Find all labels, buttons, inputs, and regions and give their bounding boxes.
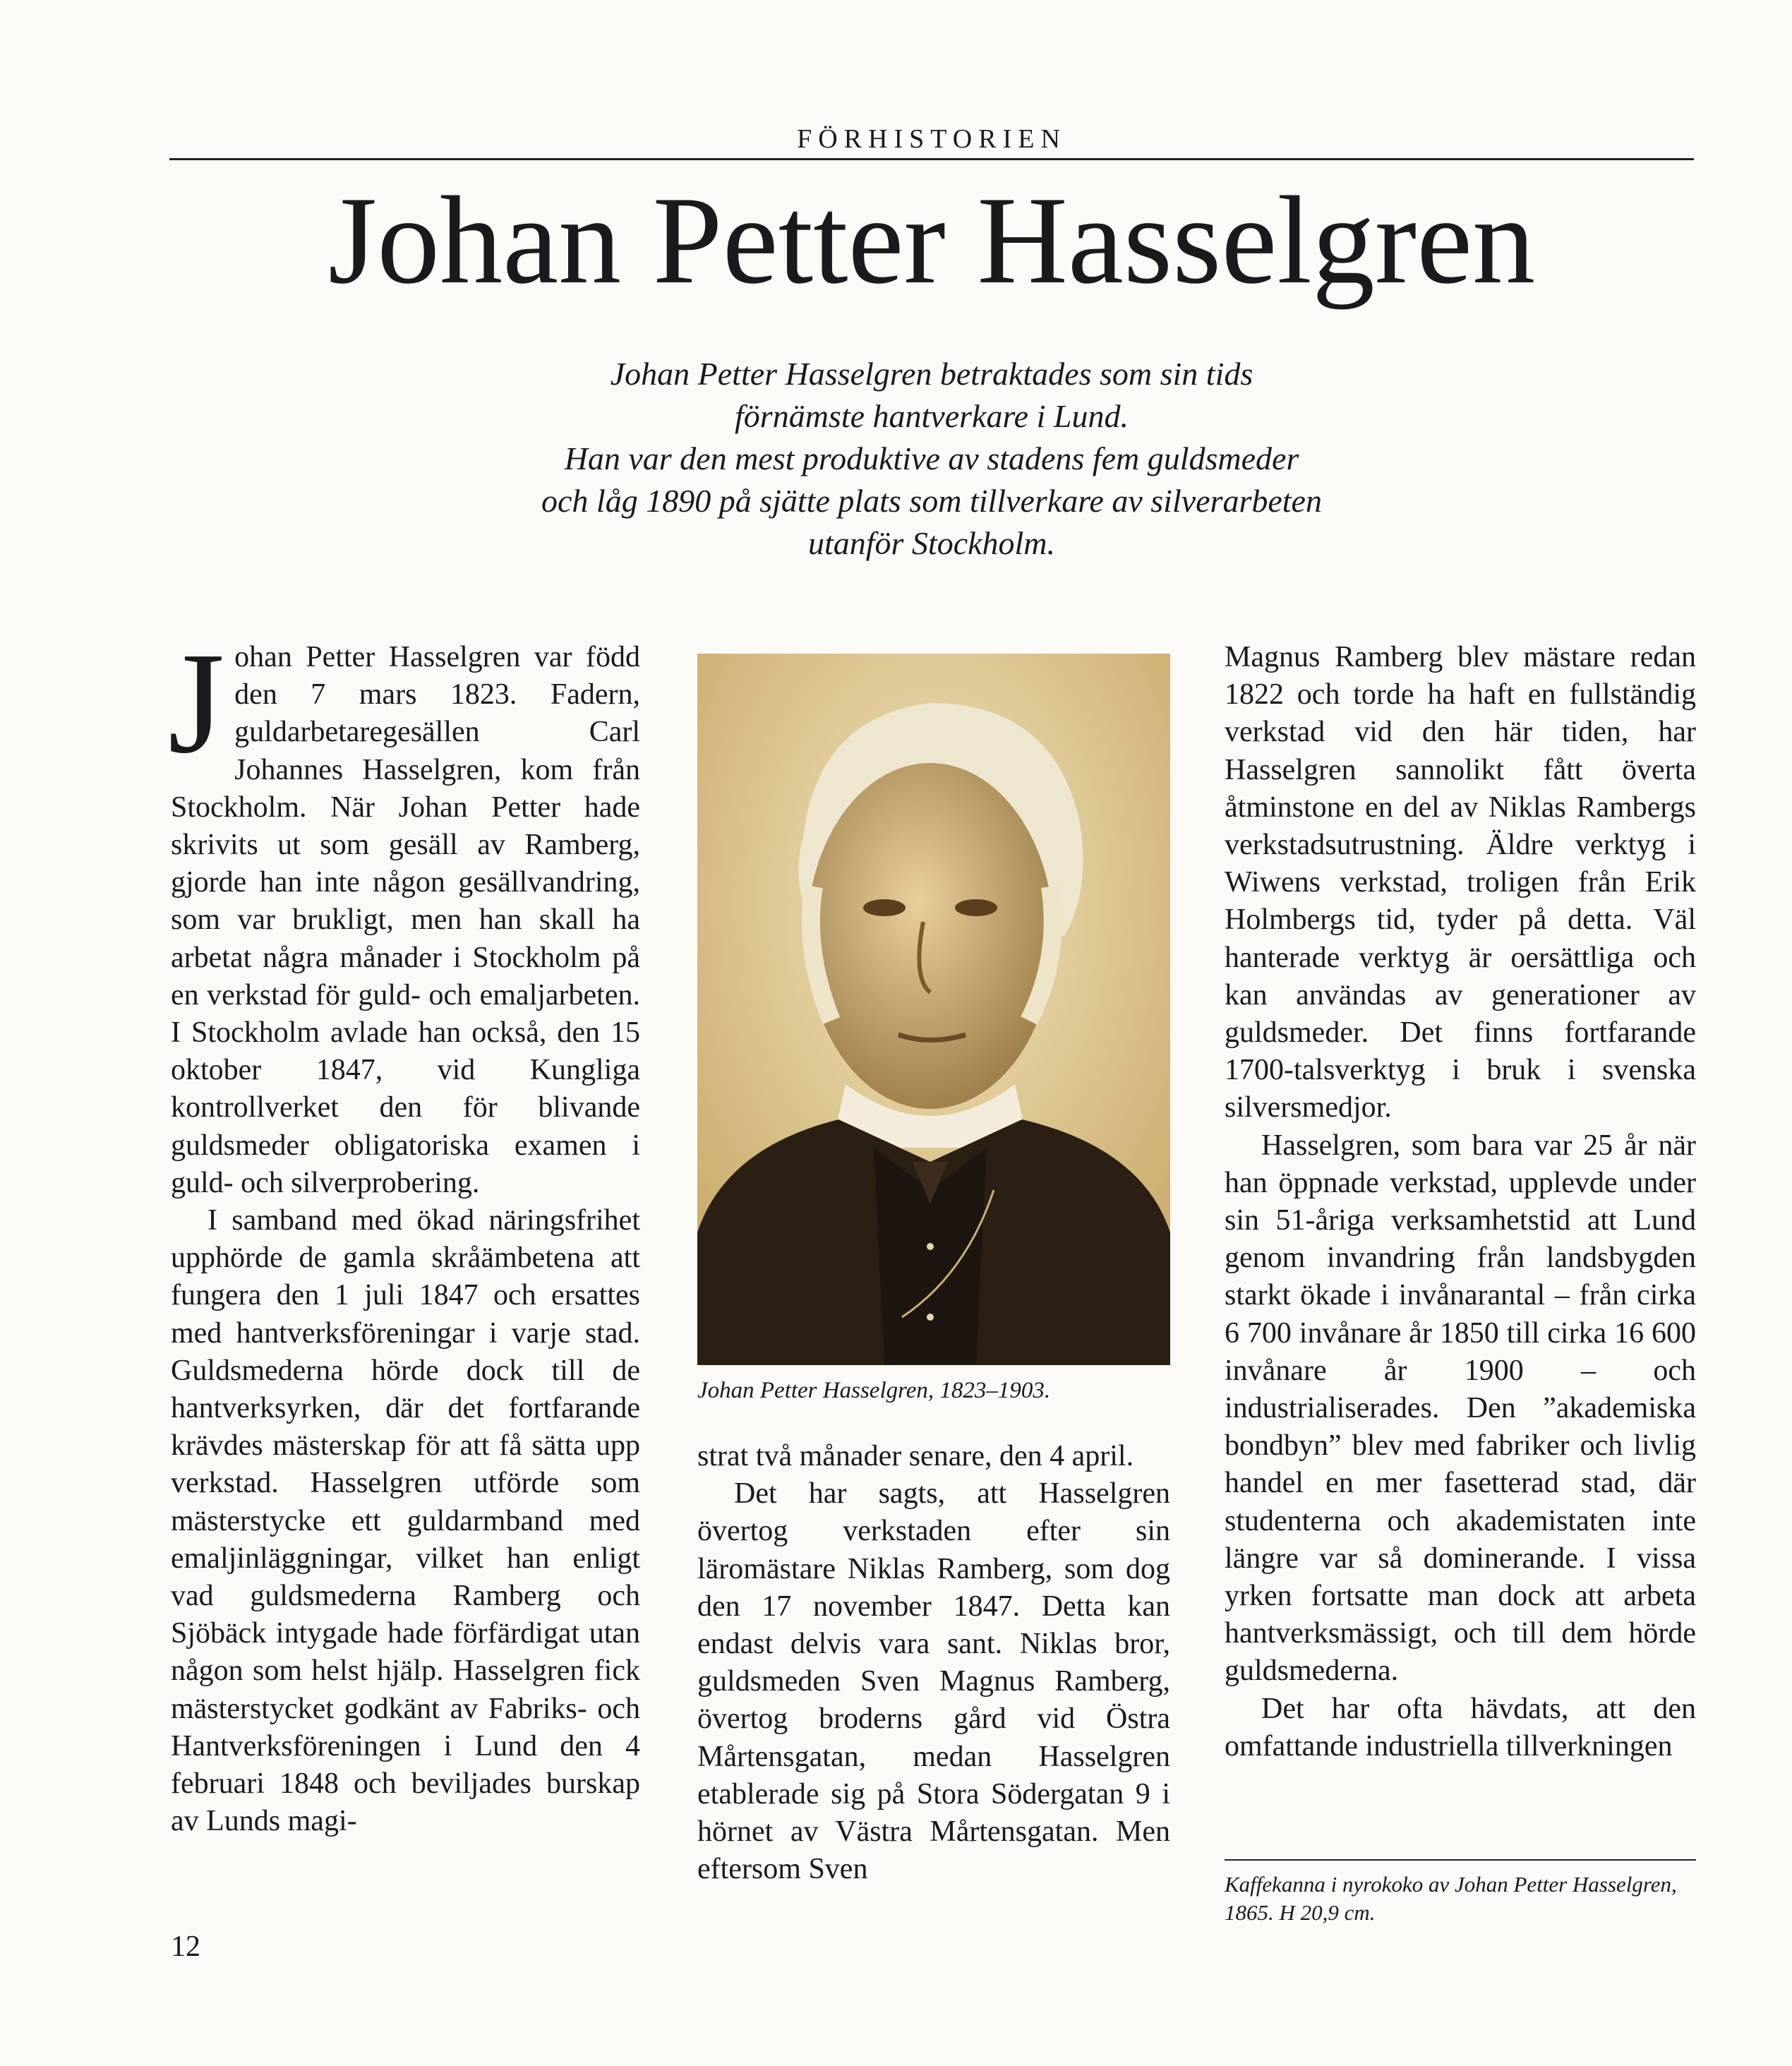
page-title: Johan Petter Hasselgren xyxy=(327,170,1536,310)
lead-line: och låg 1890 på sjätte plats som tillverkare av silverarbeten xyxy=(541,483,1322,519)
paragraph: Magnus Ramberg blev mästare redan 1822 och torde ha haft en fullständig verkstad vid den här tiden, har Hasselgren sannolikt fått överta åtminstone en del av Niklas Rambergs verkstadsutrustning. Äldre verktyg i Wiwens verkstad, troligen från Erik Holmbergs tid, tyder på detta. Väl hanterade verktyg är oersättliga och kan användas av generationer av guldsmeder. Det finns fortfarande 1700-talsverktyg i bruk i svenska silversmedjor. xyxy=(1225,641,1696,1124)
portrait-photo xyxy=(697,654,1170,1365)
portrait-illustration xyxy=(697,654,1170,1365)
caption-rule xyxy=(1225,1859,1696,1861)
photo-caption: Johan Petter Hasselgren, 1823–1903. xyxy=(697,1378,1051,1403)
paragraph: Hasselgren, som bara var 25 år när han öppnade verkstad, upplevde under sin 51-åriga verksamhetstid att Lund genom invandring från landsbygden starkt ökade i invånarantal – från cirka 6 700 invånare år 1850 till cirka 16 600 invånare år 1900 – och industrialiserades. Den ”akademiska bondbyn” blev med fabriker och livlig handel en mer fasetterad stad, där studenterna och akademistaten inte längre var så dominerande. I vissa yrken fortsatte man dock att arbeta hantverksmässigt, och till dem hörde guldsmederna. xyxy=(1225,1129,1696,1688)
paragraph xyxy=(168,622,640,1202)
side-caption: Kaffekanna i nyrokoko av Johan Petter Hasselgren, 1865. H 20,9 cm. xyxy=(1225,1872,1677,1925)
header-rule xyxy=(169,158,1694,160)
text-column-2 xyxy=(697,1438,1170,1888)
paragraph: strat två månader senare, den 4 april. xyxy=(697,1440,1134,1472)
page-number: 12 xyxy=(171,1930,200,1963)
text-column-1 xyxy=(168,622,640,1841)
drop-cap: J xyxy=(168,622,225,783)
lead-line: Han var den mest produktive av stadens fem guldsmeder xyxy=(564,440,1299,476)
lead-line: Johan Petter Hasselgren betraktades som sin tids xyxy=(610,356,1253,392)
lead-line: förnämste hantverkare i Lund. xyxy=(735,398,1129,434)
paragraph: Det har ofta hävdats, att den omfattande industriella tillverkningen xyxy=(1225,1692,1696,1762)
lead-line: utanför Stockholm. xyxy=(807,525,1056,561)
paragraph-text: ohan Petter Hasselgren var född den 7 mars 1823. Fadern, guldarbetaregesällen Carl Johannes Hasselgren, kom från Stockholm. När Johan Petter hade skrivits ut som gesäll av Ramberg, gjorde han inte någon gesällvandring, som var brukligt, men han skall ha arbetat några månader i Stockholm på en verkstad för guld- och emaljarbeten. I Stockholm avlade han också, den 15 oktober 1847, vid Kungliga kontrollverket den för blivande guldsmeder obligatoriska examen i guld- och silverprobering. xyxy=(171,641,640,1199)
lead-paragraph xyxy=(494,353,1369,565)
paragraph: I samband med ökad näringsfrihet upphörde de gamla skråämbetena att fungera den 1 juli 1847 och ersattes med hantverksföreningar i varje stad. Guldsmederna hörde dock till de hantverksyrken, där det fortfarande krävdes mästerskap för att få sätta upp verkstad. Hasselgren utförde som mästerstycke ett guldarmband med emaljinläggningar, vilket han enligt vad guldsmederna Ramberg och Sjöbäck intygade hade förfärdigat utan någon som helst hjälp. Hasselgren fick mästerstycket godkänt av Fabriks- och Hantverksföreningen i Lund den 4 februari 1848 och beviljades burskap av Lunds magi- xyxy=(171,1204,640,1838)
section-label: FÖRHISTORIEN xyxy=(797,124,1066,154)
paragraph: Det har sagts, att Hasselgren övertog verkstaden efter sin läromästare Niklas Ramberg, som dog den 17 november 1847. Detta kan endast delvis vara sant. Niklas bror, guldsmeden Sven Magnus Ramberg, övertog broderns gård vid Östra Mårtensgatan, medan Hasselgren etablerade sig på Stora Södergatan 9 i hörnet av Västra Mårtensgatan. Men eftersom Sven xyxy=(697,1477,1170,1886)
text-column-3 xyxy=(1225,639,1696,1765)
